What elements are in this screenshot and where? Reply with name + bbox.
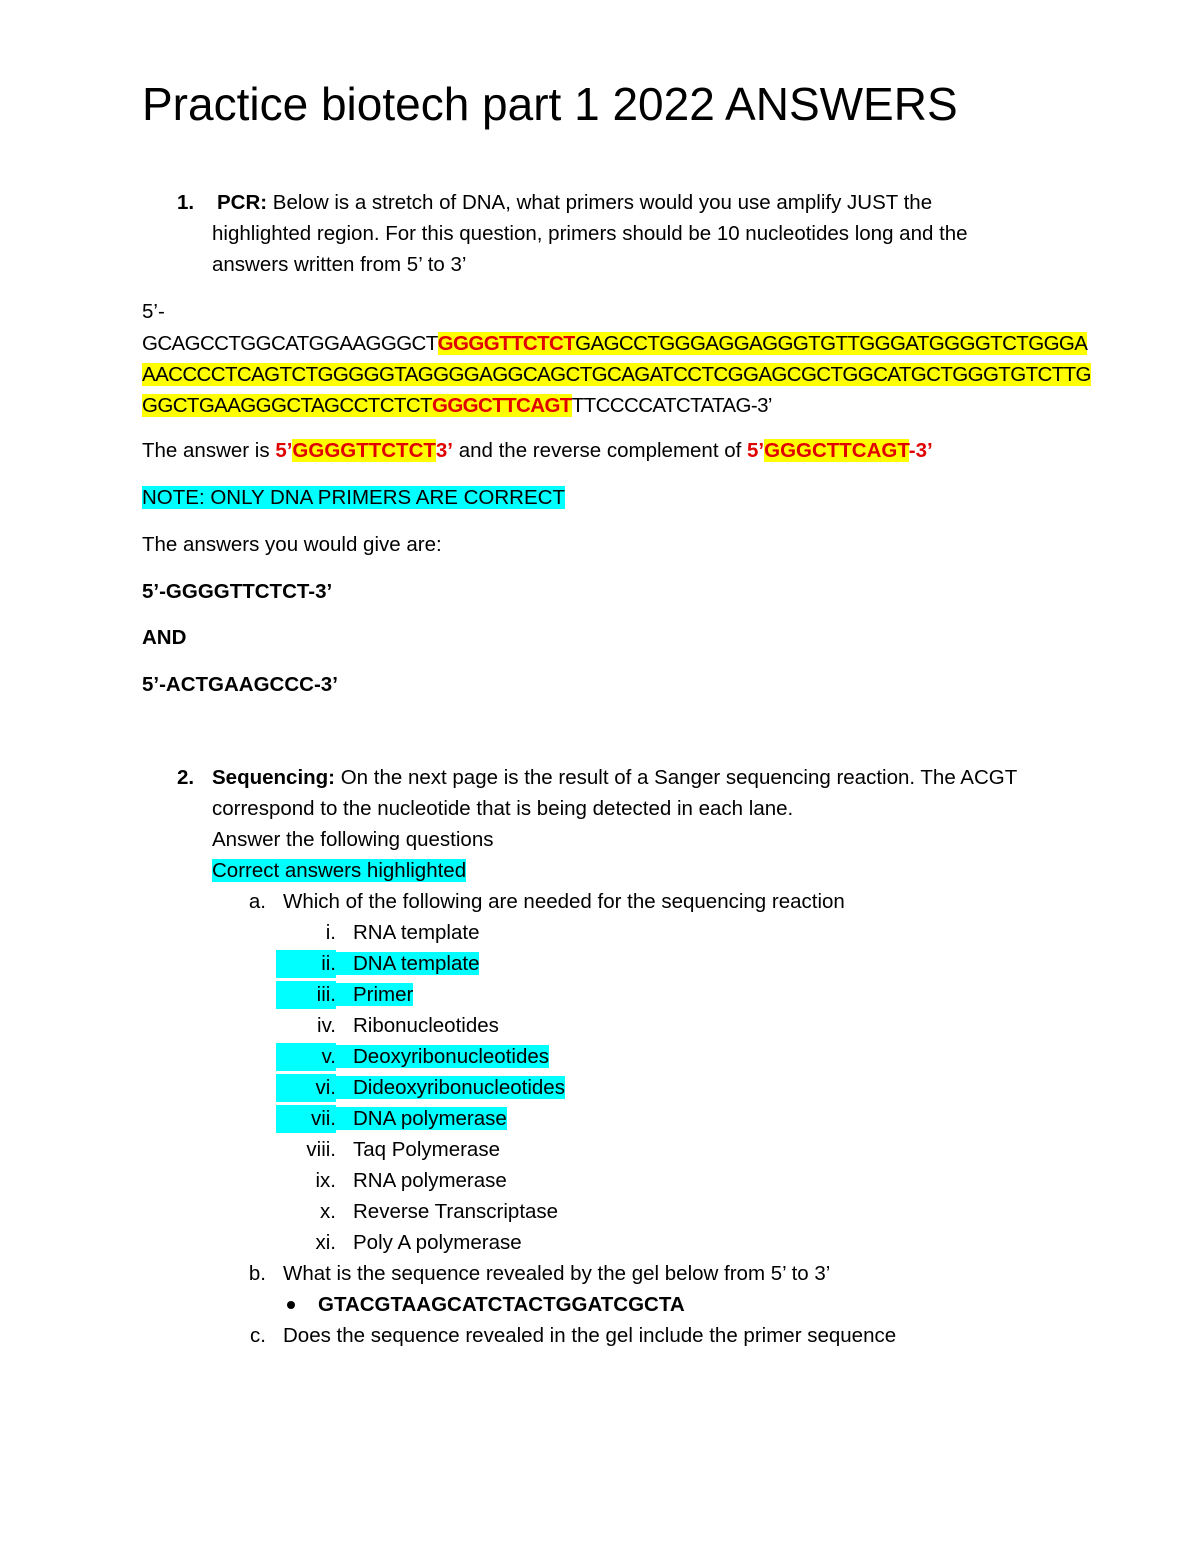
primer-2: 5’-ACTGAAGCCC-3’ — [142, 673, 338, 696]
option-text — [353, 1167, 507, 1195]
answer-b: 5’ — [275, 439, 293, 462]
and-text: AND — [142, 626, 187, 649]
seq-l1-c: GAGCCTGGGAGGAGGGTGTTGGGATGGGGTCTGGGA — [575, 332, 1088, 355]
option-label: Ribonucleotides — [353, 1014, 499, 1037]
option-text — [336, 950, 479, 978]
answer-c: GGGGTTCTCT — [292, 439, 436, 462]
forward-primer-site: GGGGTTCTCT — [437, 332, 576, 355]
answer-g: GGGCTTCAGT — [764, 439, 909, 462]
option-text — [353, 1012, 499, 1040]
q2-text-line1: On the next page is the result of a Sanger sequencing reaction. The ACGT — [335, 766, 1018, 789]
answer-a: The answer is — [142, 439, 276, 462]
part-a-label: a. — [248, 890, 266, 913]
page-title: Practice biotech part 1 2022 ANSWERS — [142, 78, 958, 130]
option-text — [336, 1105, 507, 1133]
answer-f: 5’ — [747, 439, 765, 462]
sequence-answer: GTACGTAAGCATCTACTGGATCGCTA — [318, 1293, 685, 1316]
part-b-text: What is the sequence revealed by the gel below from 5’ to 3’ — [283, 1262, 831, 1285]
answer-e: and the reverse complement of — [453, 439, 748, 462]
q1-text-line1: Below is a stretch of DNA, what primers would you use amplify JUST the — [267, 191, 933, 214]
option-text — [336, 1074, 565, 1102]
option-label: DNA polymerase — [336, 1107, 507, 1130]
answer-line — [142, 437, 933, 465]
part-c-text: Does the sequence revealed in the gel include the primer sequence — [283, 1324, 897, 1347]
q1-number: 1. — [177, 191, 195, 214]
option-text — [353, 1198, 558, 1226]
option-label: Primer — [336, 983, 413, 1006]
option-label: Poly A polymerase — [353, 1231, 522, 1254]
q1-text-line3: answers written from 5’ to 3’ — [212, 253, 467, 276]
seq-l3-c: TTCCCCATCTATAG-3’ — [571, 394, 772, 417]
option-label: DNA template — [336, 952, 479, 975]
seq-l1-a: GCAGCCTGGCATGGAAGGGCT — [142, 332, 438, 355]
part-b-label: b. — [248, 1262, 266, 1285]
option-number: vii. — [276, 1105, 336, 1133]
q2-number: 2. — [177, 766, 195, 789]
q2-text-line3: Answer the following questions — [212, 828, 494, 851]
q1-text-line2: highlighted region. For this question, primers should be 10 nucleotides long and the — [212, 222, 968, 245]
option-number: viii. — [306, 1138, 336, 1161]
option-number: iii. — [276, 981, 336, 1009]
bullet-icon — [287, 1301, 295, 1309]
option-number: xi. — [315, 1231, 336, 1254]
correct-note-line — [212, 857, 466, 885]
seq-l3-a: GGCTGAAGGGCTAGCCTCTCT — [142, 394, 432, 417]
q1-label: PCR: — [217, 191, 268, 214]
reverse-primer-site: GGGCTTCAGT — [431, 394, 572, 417]
option-label: Taq Polymerase — [353, 1138, 500, 1161]
option-label: Reverse Transcriptase — [353, 1200, 559, 1223]
option-number: ii. — [276, 950, 336, 978]
q2-label: Sequencing: — [212, 766, 336, 789]
primer-1: 5’-GGGGTTCTCT-3’ — [142, 580, 333, 603]
option-text — [336, 1043, 549, 1071]
option-label: RNA template — [353, 921, 480, 944]
option-label: RNA polymerase — [353, 1169, 507, 1192]
option-number: x. — [320, 1200, 336, 1223]
option-text — [353, 1136, 500, 1164]
sequence-line2 — [142, 361, 1091, 389]
option-number: v. — [276, 1043, 336, 1071]
option-label: Deoxyribonucleotides — [336, 1045, 549, 1068]
option-number: ix. — [315, 1169, 336, 1192]
option-text — [353, 1229, 522, 1257]
option-label: Dideoxyribonucleotides — [336, 1076, 565, 1099]
option-text — [336, 981, 413, 1009]
answer-h: -3’ — [908, 439, 933, 462]
part-a-text: Which of the following are needed for the sequencing reaction — [283, 890, 845, 913]
seq-l2: AACCCCTCAGTCTGGGGGTAGGGGAGGCAGCTGCAGATCCTCGGAGCGCTGGCATGCTGGGTGTCTTG — [142, 363, 1091, 386]
answer-d: 3’ — [435, 439, 454, 462]
note-line — [142, 484, 565, 512]
sequence-prefix: 5’- — [142, 300, 165, 323]
part-c-label: c. — [250, 1324, 266, 1347]
answers-intro: The answers you would give are: — [142, 533, 442, 556]
q2-line1 — [212, 764, 1017, 792]
option-number: iv. — [317, 1014, 336, 1037]
option-number: i. — [325, 921, 336, 944]
sequence-line1 — [142, 330, 1087, 358]
q2-text-line2: correspond to the nucleotide that is being detected in each lane. — [212, 797, 794, 820]
note-text: NOTE: ONLY DNA PRIMERS ARE CORRECT — [142, 486, 565, 509]
sequence-line3 — [142, 392, 772, 420]
option-number: vi. — [276, 1074, 336, 1102]
option-text — [353, 919, 479, 947]
correct-note: Correct answers highlighted — [212, 859, 467, 882]
q1-line1 — [217, 189, 932, 217]
